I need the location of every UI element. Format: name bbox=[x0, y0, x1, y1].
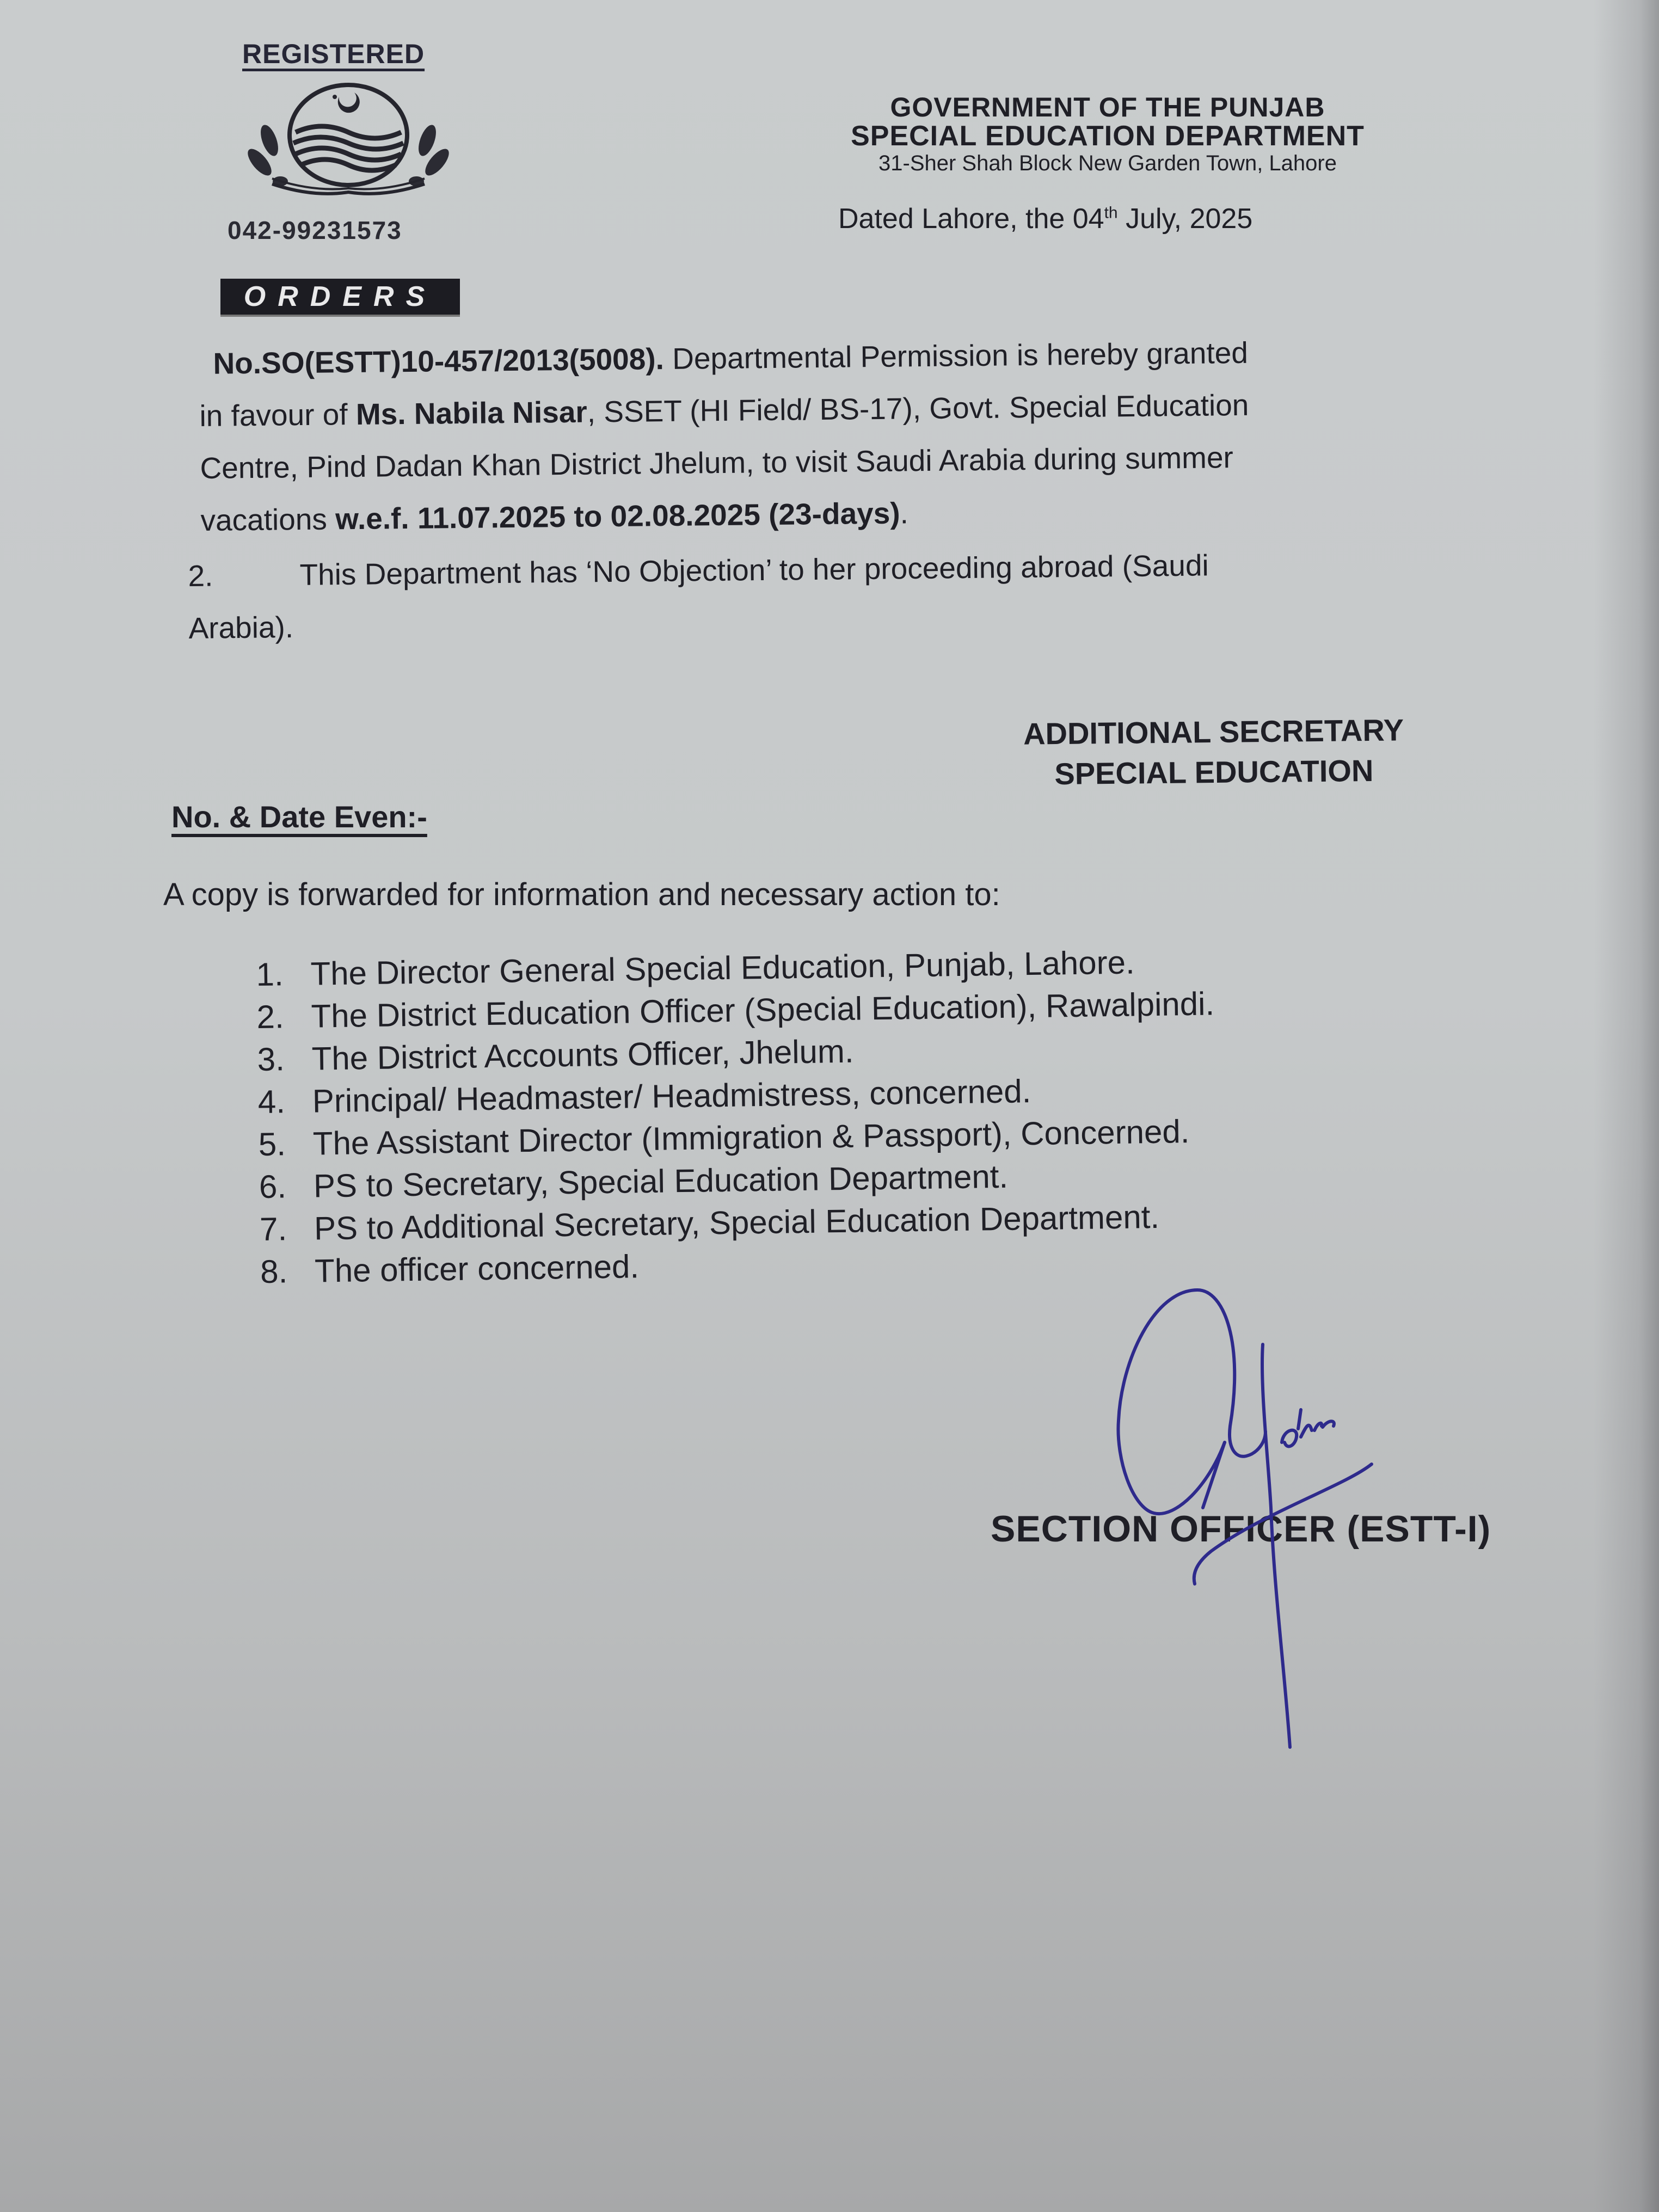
orders-banner: ORDERS bbox=[220, 279, 460, 317]
recipient-list bbox=[256, 940, 1218, 1293]
employee-name: Ms. Nabila Nisar bbox=[355, 395, 588, 431]
item-text: The officer concerned. bbox=[314, 1248, 640, 1289]
item-number: 8. bbox=[260, 1253, 288, 1290]
order-number: No.SO(ESTT)10-457/2013(5008). bbox=[213, 342, 665, 380]
paragraph-number: 2. bbox=[188, 558, 213, 593]
copy-forwarded-intro: A copy is forwarded for information and necessary action to: bbox=[163, 877, 1000, 912]
order-text: , SSET (HI Field/ BS-17), Govt. Special Education bbox=[587, 388, 1249, 429]
item-text: The District Accounts Officer, Jhelum. bbox=[311, 1033, 854, 1077]
order-text: in favour of bbox=[199, 397, 357, 433]
order-text: . bbox=[900, 496, 909, 530]
item-text: Principal/ Headmaster/ Headmistress, concerned. bbox=[312, 1073, 1031, 1120]
signatory-title: ADDITIONAL SECRETARY bbox=[1023, 712, 1404, 751]
item-text: The District Education Officer (Special Education), Rawalpindi. bbox=[311, 985, 1215, 1035]
government-heading: GOVERNMENT OF THE PUNJAB bbox=[890, 92, 1325, 122]
date-prefix: Dated Lahore, the 04 bbox=[838, 203, 1104, 235]
item-number: 3. bbox=[257, 1041, 285, 1078]
item-number: 4. bbox=[257, 1083, 286, 1120]
page-edge-shadow bbox=[1594, 0, 1659, 2212]
item-number: 2. bbox=[256, 998, 285, 1035]
leave-period: w.e.f. 11.07.2025 to 02.08.2025 (23-days) bbox=[335, 496, 900, 536]
department-address: 31-Sher Shah Block New Garden Town, Lahore bbox=[878, 151, 1337, 175]
item-number: 6. bbox=[259, 1168, 287, 1205]
order-text: This Department has ‘No Objection’ to her proceeding abroad (Saudi bbox=[299, 548, 1209, 592]
additional-secretary-signatory bbox=[968, 709, 1459, 795]
date-ordinal: th bbox=[1104, 204, 1118, 222]
item-text: PS to Secretary, Special Education Department. bbox=[313, 1158, 1009, 1205]
date-suffix: July, 2025 bbox=[1117, 203, 1253, 235]
item-text: The Director General Special Education, Punjab, Lahore. bbox=[310, 944, 1135, 992]
department-heading: SPECIAL EDUCATION DEPARTMENT bbox=[851, 120, 1365, 152]
phone-number: 042-99231573 bbox=[228, 216, 402, 244]
order-paragraph-1 bbox=[199, 324, 1453, 546]
item-number: 1. bbox=[256, 956, 284, 993]
order-text: Arabia). bbox=[188, 610, 294, 645]
order-text: Centre, Pind Dadan Khan District Jhelum, to visit Saudi Arabia during summer bbox=[200, 440, 1234, 485]
item-text: PS to Additional Secretary, Special Education Department. bbox=[314, 1198, 1160, 1247]
section-officer-title: SECTION OFFICER (ESTT-I) bbox=[991, 1508, 1491, 1550]
punjab-emblem-icon bbox=[248, 81, 449, 206]
signatory-department: SPECIAL EDUCATION bbox=[1054, 753, 1374, 791]
order-text: vacations bbox=[200, 502, 336, 537]
item-number: 5. bbox=[258, 1126, 286, 1163]
date-line bbox=[838, 202, 1252, 235]
handwritten-signature-icon bbox=[1083, 1279, 1464, 1758]
order-paragraph-2 bbox=[188, 537, 1457, 654]
registered-label: REGISTERED bbox=[242, 39, 425, 69]
item-text: The Assistant Director (Immigration & Passport), Concerned. bbox=[312, 1113, 1190, 1162]
order-text: Departmental Permission is hereby granted bbox=[663, 335, 1249, 376]
no-date-even-heading: No. & Date Even:- bbox=[171, 800, 427, 834]
item-number: 7. bbox=[259, 1211, 287, 1248]
